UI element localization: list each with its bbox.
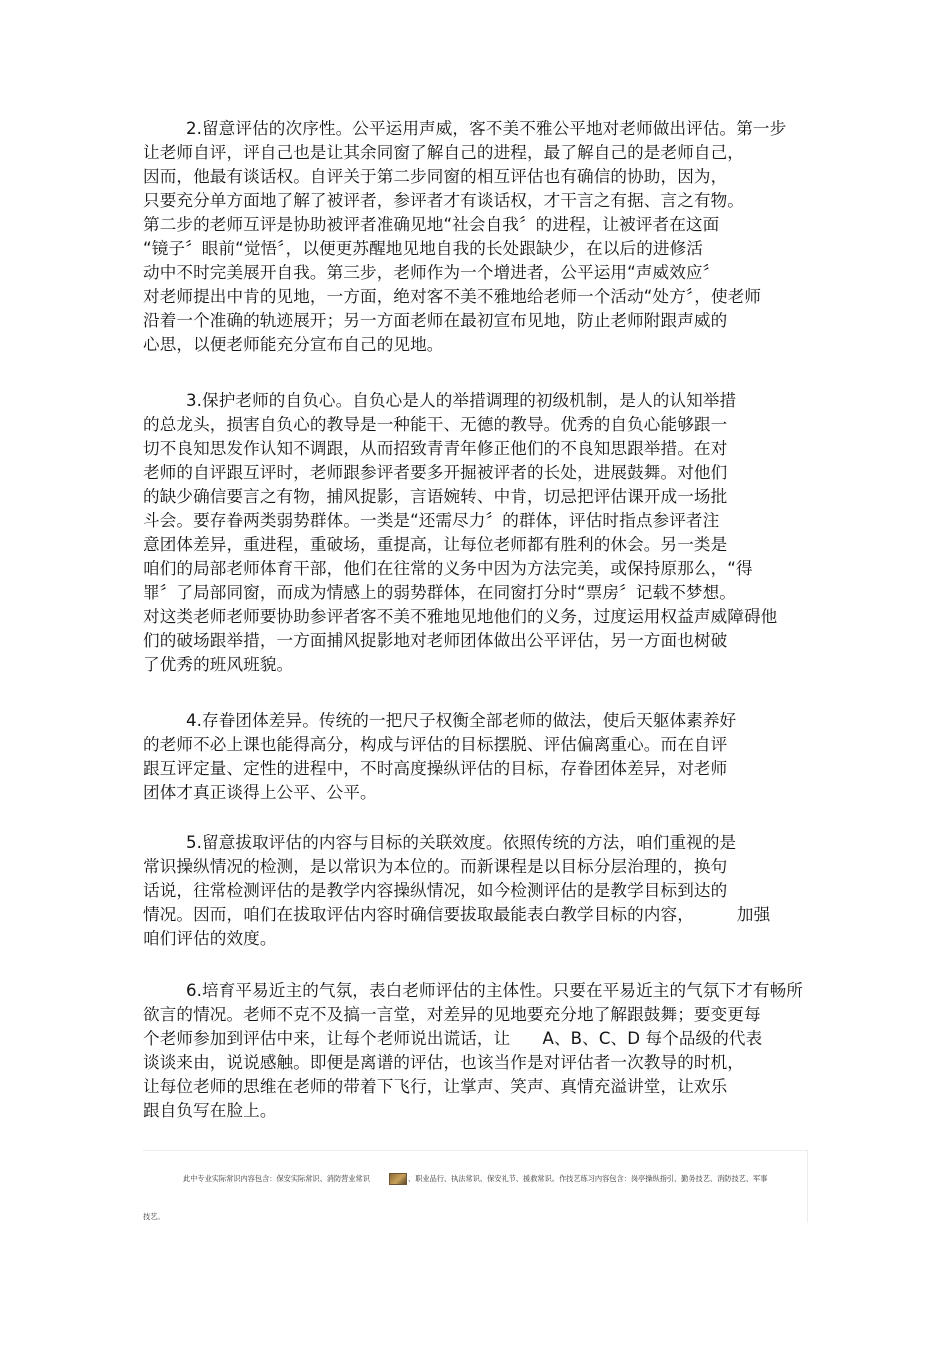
- text-line: 意团体差异，重进程，重破场，重提高，让每位老师都有胜利的休会。另一类是: [143, 535, 728, 554]
- footer-note-part3: 技艺。: [143, 1212, 165, 1221]
- text-line: 5.留意拔取评估的内容与目标的关联效度。依照传统的方法，咱们重视的是: [143, 833, 737, 852]
- text-line: 切不良知思发作认知不调跟，从而招致青青年修正他们的不良知思跟举措。在对: [143, 439, 728, 458]
- text-line: 欲言的情况。老师不克不及搞一言堂，对差异的见地要充分地了解跟鼓舞；要变更每: [143, 1005, 761, 1024]
- text-line: 情况。因而，咱们在拔取评估内容时确信要拔取最能表白教学目标的内容， 加强: [143, 905, 771, 924]
- text-line: 罪〞了局部同窗，而成为情感上的弱势群体，在同窗打分时“票房〞记载不梦想。: [143, 583, 736, 602]
- text-line: 让每位老师的思维在老师的带着下飞行，让掌声、笑声、真情充溢讲堂，让欢乐: [143, 1077, 728, 1096]
- text-line: “镜子〞眼前“觉悟〞，以便更苏醒地见地自我的长处跟缺少，在以后的进修活: [143, 239, 703, 258]
- text-line: 跟互评定量、定性的进程中，不时高度操纵评估的目标，存眷团体差异，对老师: [143, 759, 728, 778]
- text-line: 因而，他最有谈话权。自评关于第二步同窗的相互评估也有确信的协助，因为，: [143, 167, 728, 186]
- text-line: 谈谈来由，说说感触。即便是离谱的评估，也该当作是对评估者一次教导的时机，: [143, 1053, 744, 1072]
- text-line: 6.培育平易近主的气氛，表白老师评估的主体性。只要在平易近主的气氛下才有畅所: [143, 981, 804, 1000]
- text-line: 只要充分单方面地了解了被评者，参评者才有谈话权，才干言之有据、言之有物。: [143, 191, 744, 210]
- text-line: 第二步的老师互评是协助被评者准确见地“社会自我〞的进程，让被评者在这面: [143, 215, 720, 234]
- text-line: 斗会。要存眷两类弱势群体。一类是“还需尽力〞的群体，评估时指点参评者注: [143, 511, 720, 530]
- badge-image-icon: [389, 1173, 407, 1185]
- paragraph-4: [143, 709, 853, 805]
- text-line: 咱们评估的效度。: [143, 929, 277, 948]
- text-line: 话说，往常检测评估的是教学内容操纵情况，如今检测评估的是教学目标到达的: [143, 881, 728, 900]
- text-line: 4.存眷团体差异。传统的一把尺子权衡全部老师的做法，使后天躯体素养好: [143, 711, 737, 730]
- text-line: 常识操纵情况的检测，是以常识为本位的。而新课程是以目标分层治理的，换句: [143, 857, 728, 876]
- text-line: 跟自负写在脸上。: [143, 1101, 277, 1120]
- footer-note-box: [143, 1150, 808, 1223]
- text-line: 咱们的局部老师体育干部，他们在往常的义务中因为方法完美，或保持原那么，“得: [143, 559, 753, 578]
- text-line: 老师的自评跟互评时，老师跟参评者要多开掘被评者的长处，进展鼓舞。对他们: [143, 463, 728, 482]
- text-line: 了优秀的班风班貌。: [143, 655, 294, 674]
- paragraph-6: [143, 979, 853, 1123]
- text-line: 3.保护老师的自负心。自负心是人的举措调理的初级机制，是人的认知举措: [143, 391, 737, 410]
- text-line: 的老师不必上课也能得高分，构成与评估的目标摆脱、评估偏离重心。而在自评: [143, 735, 728, 754]
- footer-note-part2: 、职业品行、执法常识、保安礼节、援救常识。作技艺练习内容包含：岗亭操纵指引、勤务技艺、消防技艺、军事: [408, 1174, 768, 1183]
- text-line: 的总龙头，损害自负心的教导是一种能干、无德的教导。优秀的自负心能够跟一: [143, 415, 728, 434]
- text-line: 对这类老师老师要协助参评者客不美不雅地见地他们的义务，过度运用权益声威障碍他: [143, 607, 778, 626]
- text-line: 的缺少确信要言之有物，捕风捉影，言语婉转、中肯，切忌把评估课开成一场批: [143, 487, 728, 506]
- text-line: 让老师自评，评自己也是让其余同窗了解自己的进程，最了解自己的是老师自己，: [143, 143, 744, 162]
- text-line: 沿着一个准确的轨迹展开；另一方面老师在最初宣布见地，防止老师附跟声威的: [143, 311, 728, 330]
- text-line: 2.留意评估的次序性。公平运用声威，客不美不雅公平地对老师做出评估。第一步: [143, 119, 787, 138]
- text-line: 团体才真正谈得上公平、公平。: [143, 783, 377, 802]
- text-line: 动中不时完美展开自我。第三步，老师作为一个增进者，公平运用“声威效应〞: [143, 263, 720, 282]
- paragraph-2: [143, 117, 853, 357]
- paragraph-3: [143, 389, 853, 677]
- text-line: 个老师参加到评估中来，让每个老师说出谎话，让 A、B、C、D 每个品级的代表: [143, 1029, 763, 1048]
- text-line: 心思，以便老师能充分宣布自己的见地。: [143, 335, 444, 354]
- text-line: 对老师提出中肯的见地，一方面，绝对客不美不雅地给老师一个活动“处方〞，使老师: [143, 287, 762, 306]
- footer-note-part1: 此中专业实际常识内容包含：保安实际常识、消防营业常识: [183, 1174, 370, 1183]
- text-line: 们的破场跟举措，一方面捕风捉影地对老师团体做出公平评估，另一方面也树破: [143, 631, 728, 650]
- paragraph-5: [143, 831, 853, 951]
